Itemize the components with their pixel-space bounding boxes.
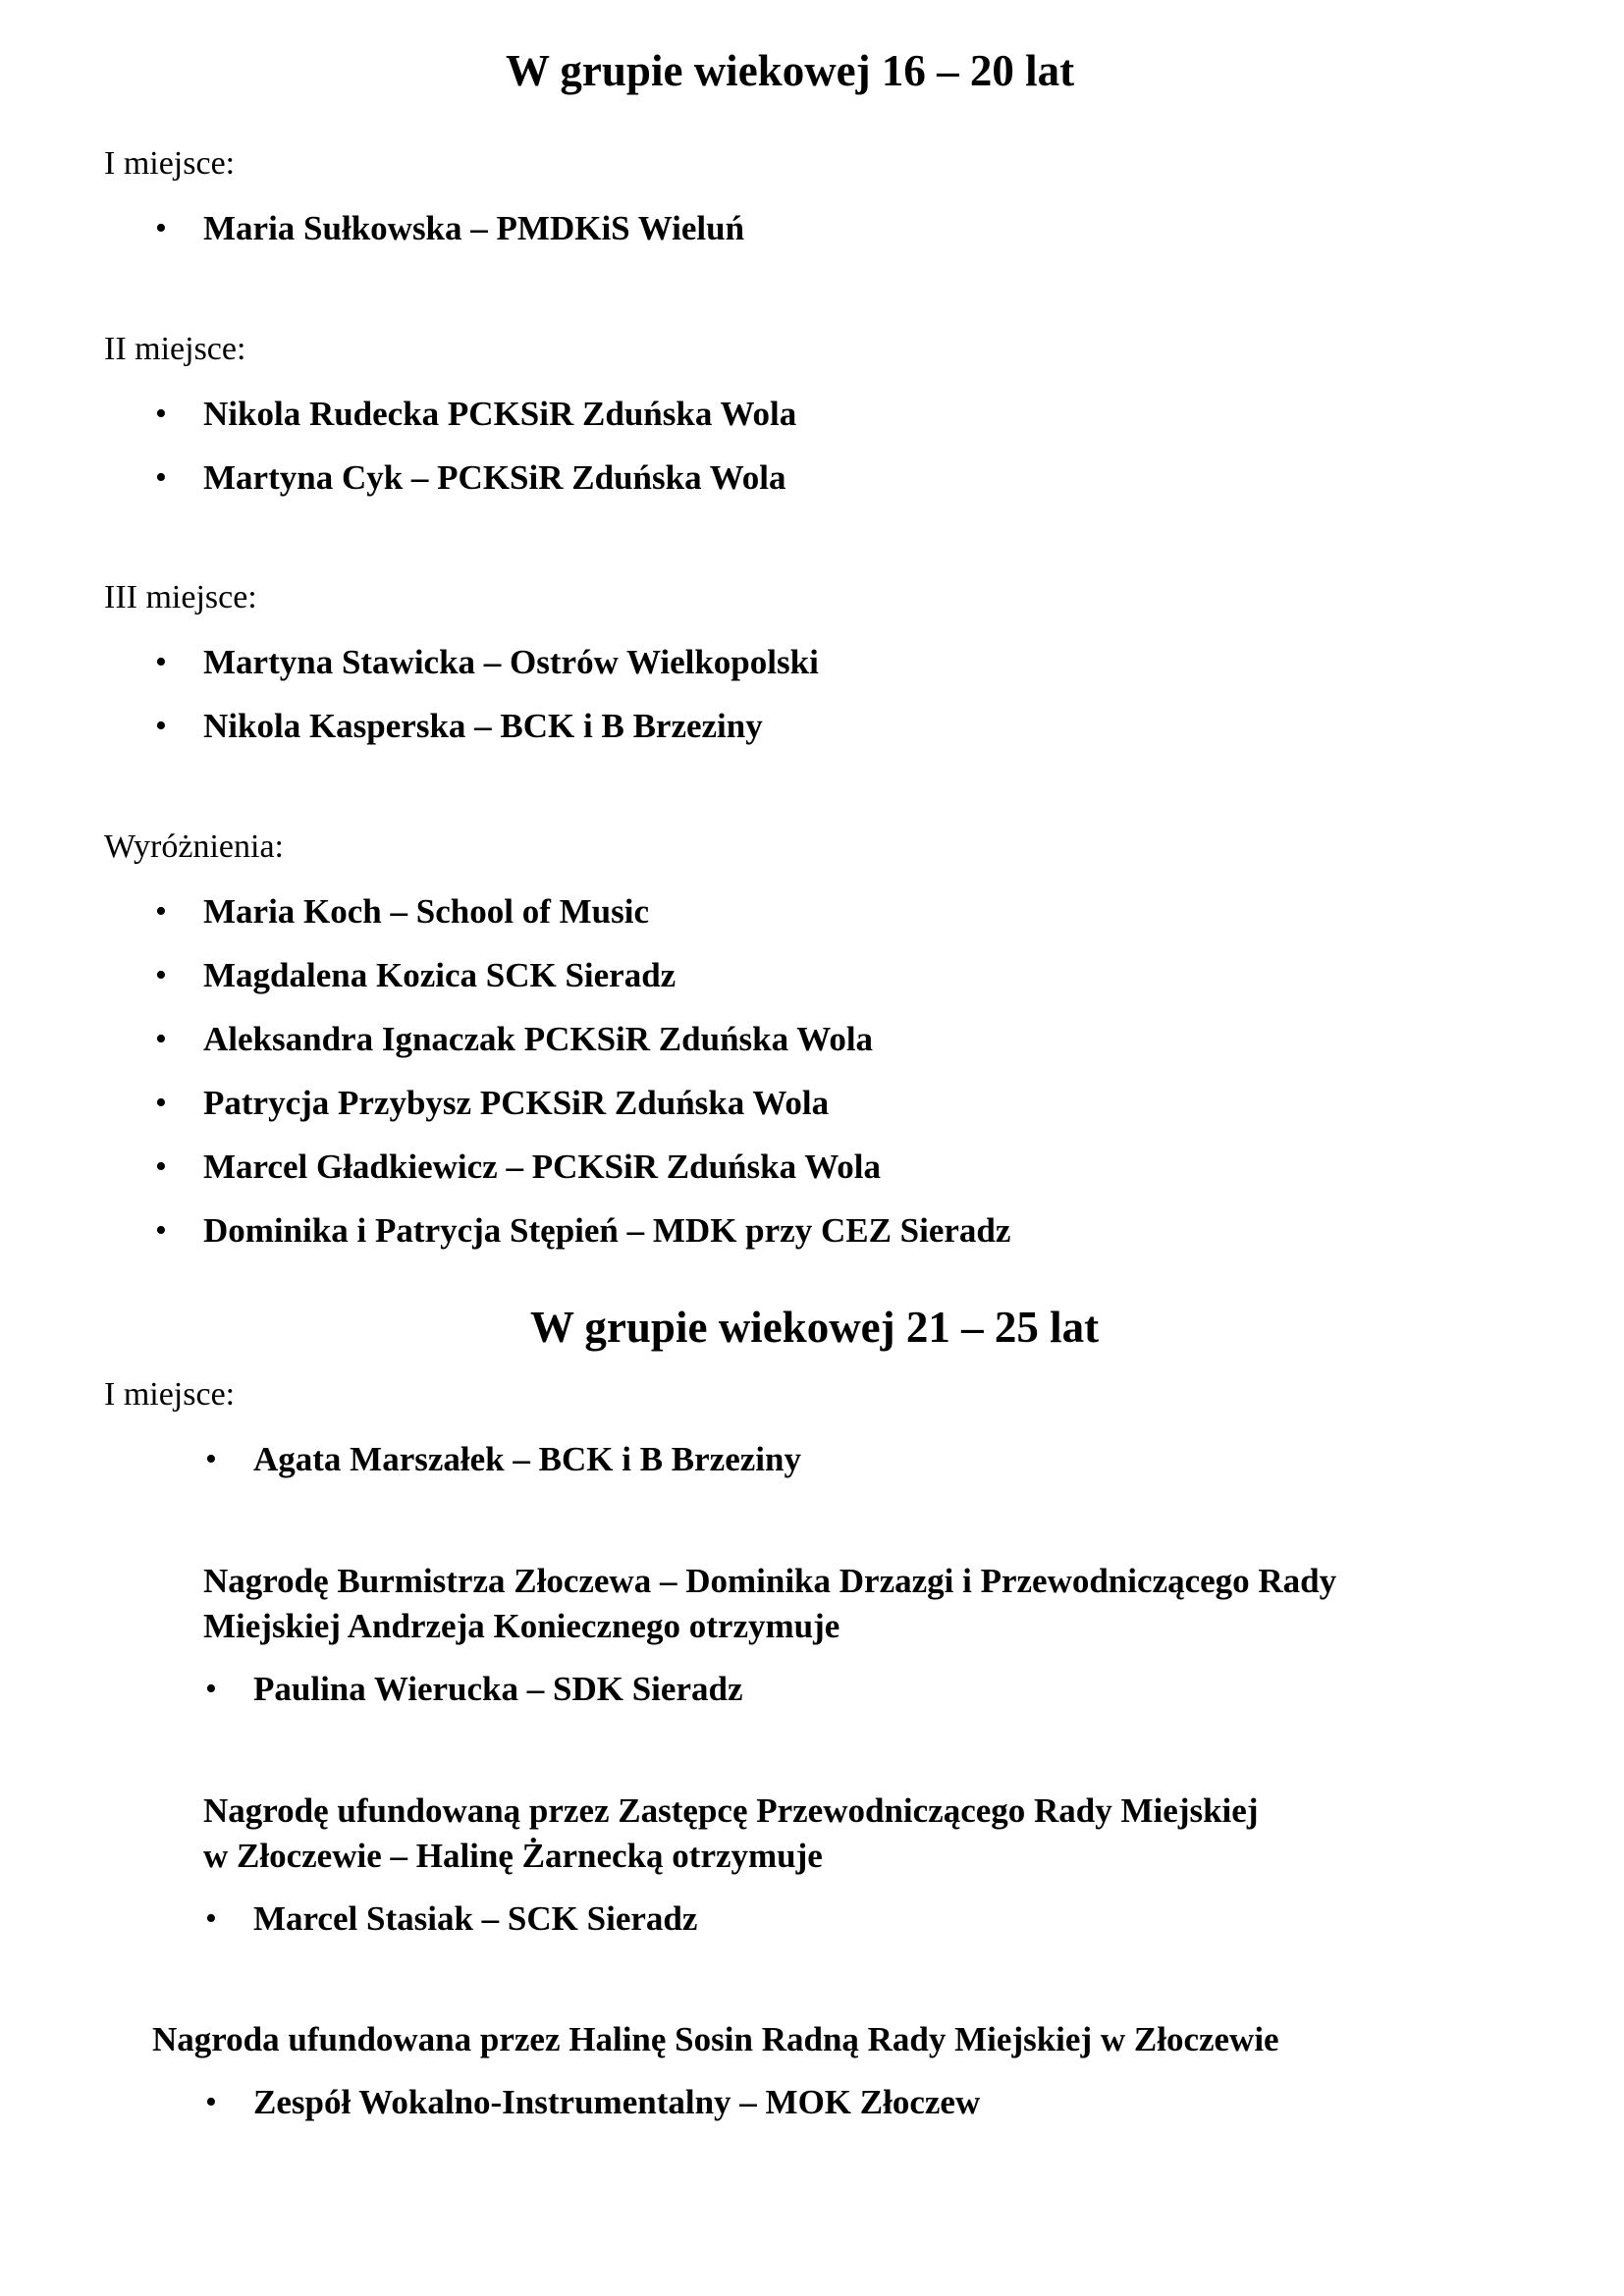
list-item: Patrycja Przybysz PCKSiR Zduńska Wola [203,1084,830,1122]
bullet-icon: • [155,644,167,680]
bullet-icon: • [205,1441,217,1477]
distinctions-heading: Wyróżnienia: [104,828,284,865]
award-sosin-line1: Nagroda ufundowana przez Halinę Sosin Radną Rady Miejskiej w Złoczewie [152,2020,1279,2058]
award-zastepca-line1: Nagrodę ufundowaną przez Zastępcę Przewodniczącego Rady Miejskiej [203,1791,1259,1830]
bullet-icon: • [155,708,167,744]
list-item: Paulina Wierucka – SDK Sieradz [253,1670,743,1708]
list-item: Agata Marszałek – BCK i B Brzeziny [253,1440,801,1478]
list-item: Nikola Rudecka PCKSiR Zduńska Wola [203,395,797,433]
bullet-icon: • [155,1148,167,1185]
bullet-icon: • [205,1671,217,1707]
bullet-icon: • [155,210,167,246]
list-item: Nikola Kasperska – BCK i B Brzeziny [203,707,763,745]
list-item: Zespół Wokalno-Instrumentalny – MOK Złoczew [253,2083,981,2121]
list-item: Marcel Stasiak – SCK Sieradz [253,1899,698,1938]
bullet-icon: • [155,1021,167,1057]
bullet-icon: • [155,459,167,496]
section-title-21-25: W grupie wiekowej 21 – 25 lat [530,1303,1100,1352]
bullet-icon: • [155,396,167,432]
list-item: Marcel Gładkiewicz – PCKSiR Zduńska Wola [203,1148,882,1186]
bullet-icon: • [155,957,167,993]
award-burmistrz-line1: Nagrodę Burmistrza Złoczewa – Dominika Drzazgi i Przewodniczącego Rady [203,1562,1337,1600]
first-place-heading-2: I miejsce: [104,1376,236,1413]
first-place-heading: I miejsce: [104,145,236,182]
bullet-icon: • [205,2084,217,2120]
award-burmistrz-line2: Miejskiej Andrzeja Koniecznego otrzymuje [203,1607,840,1645]
section-title-16-20: W grupie wiekowej 16 – 20 lat [506,46,1075,95]
bullet-icon: • [155,893,167,930]
list-item: Maria Sułkowska – PMDKiS Wieluń [203,209,745,247]
third-place-heading: III miejsce: [104,579,257,615]
list-item: Martyna Cyk – PCKSiR Zduńska Wola [203,458,786,497]
award-zastepca-line2: w Złoczewie – Halinę Żarnecką otrzymuje [203,1837,823,1875]
bullet-icon: • [155,1212,167,1249]
list-item: Magdalena Kozica SCK Sieradz [203,956,677,994]
second-place-heading: II miejsce: [104,331,246,367]
list-item: Maria Koch – School of Music [203,892,649,931]
bullet-icon: • [205,1900,217,1937]
list-item: Aleksandra Ignaczak PCKSiR Zduńska Wola [203,1020,874,1058]
list-item: Dominika i Patrycja Stępień – MDK przy CEZ Sieradz [203,1211,1011,1250]
bullet-icon: • [155,1085,167,1121]
list-item: Martyna Stawicka – Ostrów Wielkopolski [203,643,819,681]
